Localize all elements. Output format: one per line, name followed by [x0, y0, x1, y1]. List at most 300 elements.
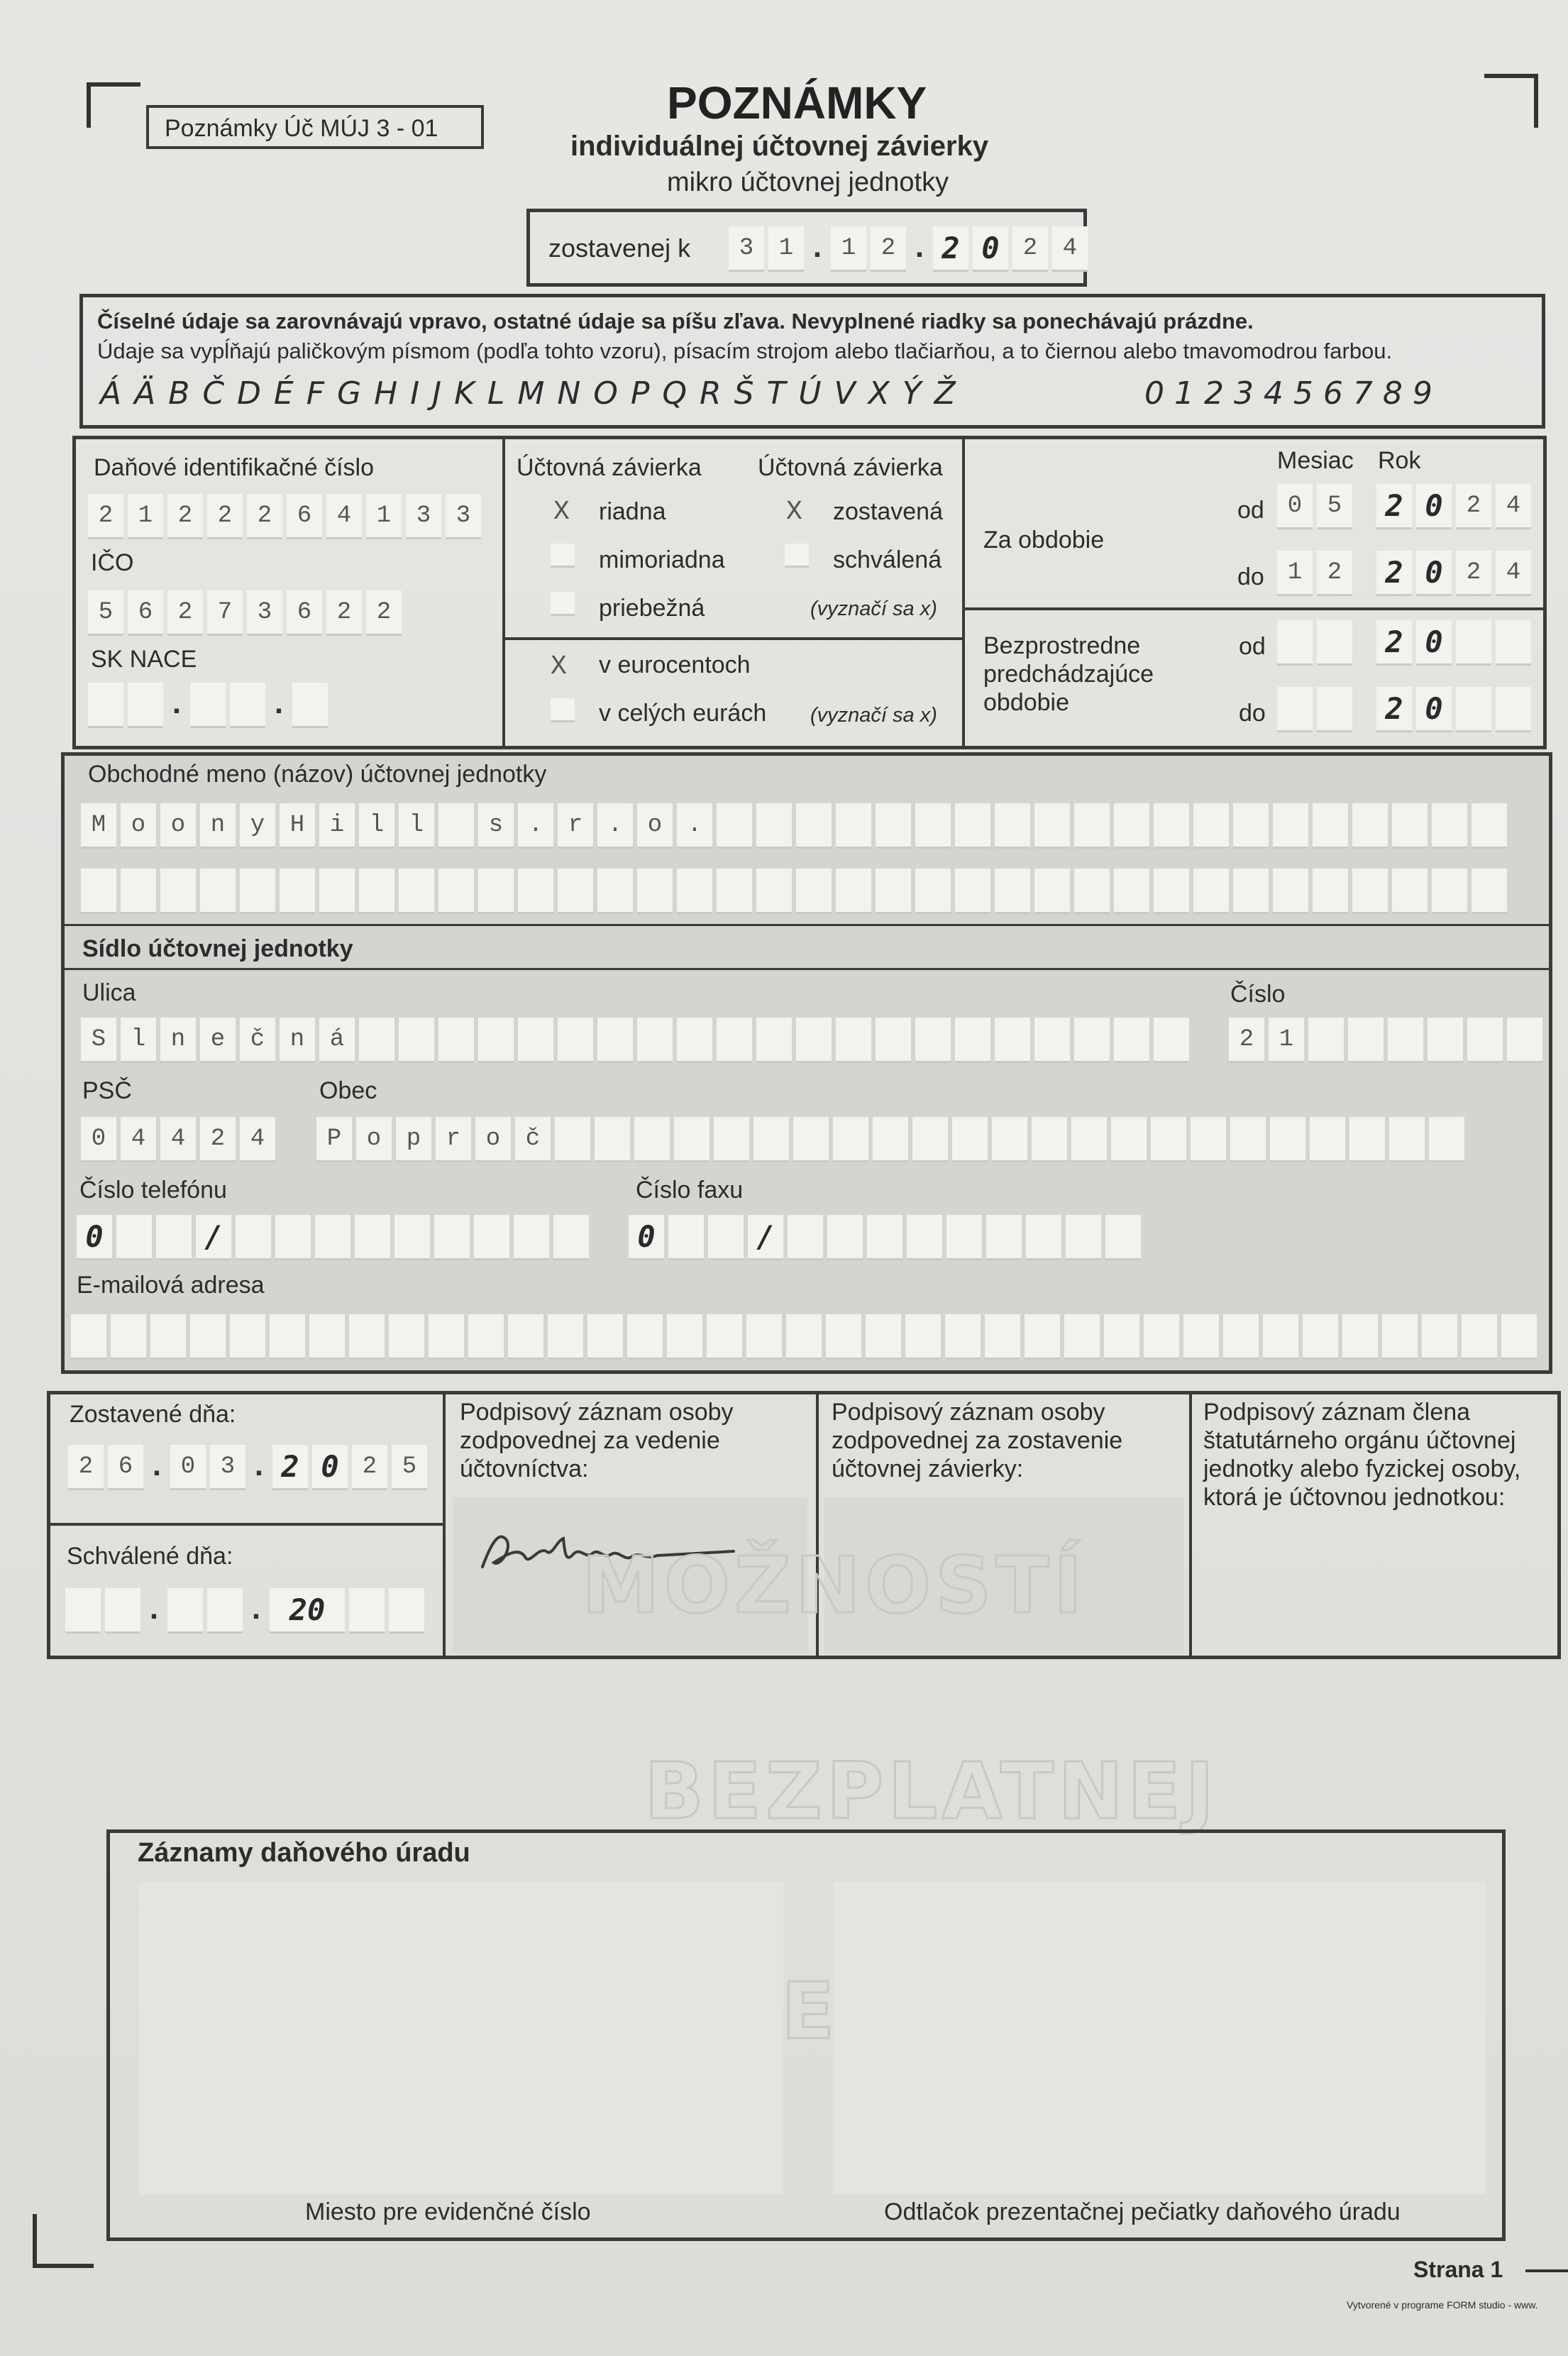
- street-char[interactable]: [836, 1018, 871, 1063]
- compiled-on-month[interactable]: 3: [210, 1445, 245, 1490]
- psc-char[interactable]: 2: [200, 1117, 236, 1162]
- phone-prefix[interactable]: 0: [77, 1215, 112, 1260]
- city-char[interactable]: r: [436, 1117, 471, 1162]
- company-name-char[interactable]: [836, 869, 871, 914]
- company-name-char[interactable]: [1313, 803, 1348, 849]
- company-name-char[interactable]: [1392, 869, 1428, 914]
- city-char[interactable]: [1071, 1117, 1107, 1162]
- company-name-char[interactable]: .: [677, 803, 712, 849]
- city-char[interactable]: [714, 1117, 749, 1162]
- psc-label: PSČ: [82, 1077, 132, 1104]
- compiled-year-1[interactable]: 2: [933, 226, 968, 272]
- ico-digit[interactable]: 6: [128, 590, 163, 636]
- street-char[interactable]: [756, 1018, 792, 1063]
- number-char[interactable]: [1308, 1018, 1344, 1063]
- street-char[interactable]: n: [280, 1018, 315, 1063]
- email-char[interactable]: [1342, 1314, 1378, 1360]
- street-char[interactable]: [359, 1018, 394, 1063]
- prev-to-year[interactable]: [1456, 687, 1491, 732]
- approved-year-prefix[interactable]: 20: [270, 1588, 345, 1634]
- compiled-on-year[interactable]: 5: [392, 1445, 427, 1490]
- street-char[interactable]: n: [160, 1018, 196, 1063]
- fax-digit[interactable]: [946, 1215, 982, 1260]
- company-name-char[interactable]: [876, 803, 911, 849]
- number-char[interactable]: [1348, 1018, 1384, 1063]
- compiled-month-2[interactable]: 2: [871, 226, 906, 272]
- street-char[interactable]: [717, 1018, 752, 1063]
- email-char[interactable]: [71, 1314, 106, 1360]
- company-name-char[interactable]: [280, 869, 315, 914]
- email-char[interactable]: [707, 1314, 742, 1360]
- company-name-char[interactable]: y: [240, 803, 275, 849]
- company-name-char[interactable]: [796, 869, 832, 914]
- city-char[interactable]: P: [316, 1117, 352, 1162]
- city-char[interactable]: [833, 1117, 868, 1162]
- nace-digit[interactable]: [190, 683, 226, 728]
- street-char[interactable]: e: [200, 1018, 236, 1063]
- divider-vertical: [962, 436, 965, 749]
- dic-digit[interactable]: 6: [287, 494, 322, 539]
- phone-digit[interactable]: [434, 1215, 470, 1260]
- company-name-char[interactable]: r: [558, 803, 593, 849]
- company-name-char[interactable]: [1392, 803, 1428, 849]
- email-char[interactable]: [1501, 1314, 1537, 1360]
- psc-char[interactable]: 4: [121, 1117, 156, 1162]
- company-name-char[interactable]: [1114, 869, 1149, 914]
- email-char[interactable]: [826, 1314, 861, 1360]
- city-char[interactable]: o: [356, 1117, 392, 1162]
- nace-digit[interactable]: [292, 683, 328, 728]
- email-char[interactable]: [270, 1314, 305, 1360]
- street-char[interactable]: [637, 1018, 673, 1063]
- company-name-char[interactable]: .: [597, 803, 633, 849]
- email-char[interactable]: [508, 1314, 543, 1360]
- checkbox-priebezna[interactable]: [551, 592, 575, 616]
- dic-digit[interactable]: 3: [446, 494, 481, 539]
- stamp-area[interactable]: [833, 1882, 1486, 2194]
- compiled-year-3[interactable]: 2: [1012, 226, 1048, 272]
- company-name-char[interactable]: [1472, 869, 1507, 914]
- company-name-char[interactable]: [399, 869, 434, 914]
- city-char[interactable]: p: [396, 1117, 431, 1162]
- from-year[interactable]: 2: [1376, 484, 1412, 529]
- dic-digit[interactable]: 2: [167, 494, 203, 539]
- compiled-day-1[interactable]: 3: [729, 226, 764, 272]
- currency-note: (vyznačí sa x): [810, 704, 937, 727]
- email-char[interactable]: [746, 1314, 782, 1360]
- city-char[interactable]: [992, 1117, 1027, 1162]
- to-year[interactable]: 0: [1416, 551, 1452, 596]
- compiled-on-day[interactable]: 6: [108, 1445, 143, 1490]
- email-char[interactable]: [190, 1314, 226, 1360]
- company-name-char[interactable]: [319, 869, 355, 914]
- email-char[interactable]: [667, 1314, 702, 1360]
- number-char[interactable]: 2: [1229, 1018, 1264, 1063]
- company-name-char[interactable]: [1233, 803, 1269, 849]
- city-char[interactable]: [1270, 1117, 1305, 1162]
- street-char[interactable]: [677, 1018, 712, 1063]
- company-name-char[interactable]: l: [399, 803, 434, 849]
- company-name-char[interactable]: s: [478, 803, 514, 849]
- ico-digit[interactable]: 2: [167, 590, 203, 636]
- email-char[interactable]: [866, 1314, 901, 1360]
- phone-digit[interactable]: [514, 1215, 549, 1260]
- city-char[interactable]: [555, 1117, 590, 1162]
- prev-to-year[interactable]: 0: [1416, 687, 1452, 732]
- approved-day[interactable]: [65, 1588, 101, 1634]
- company-name-char[interactable]: [1154, 803, 1189, 849]
- from-year[interactable]: 0: [1416, 484, 1452, 529]
- to-year[interactable]: 2: [1456, 551, 1491, 596]
- street-char[interactable]: č: [240, 1018, 275, 1063]
- prev-from-year[interactable]: 2: [1376, 620, 1412, 666]
- email-char[interactable]: [945, 1314, 981, 1360]
- city-char[interactable]: [1429, 1117, 1464, 1162]
- dic-digit[interactable]: 3: [406, 494, 441, 539]
- street-char[interactable]: S: [81, 1018, 116, 1063]
- company-name-char[interactable]: [1193, 869, 1229, 914]
- prev-to-month[interactable]: [1277, 687, 1313, 732]
- company-name-char[interactable]: [876, 869, 911, 914]
- phone-digit[interactable]: [275, 1215, 311, 1260]
- to-year[interactable]: 2: [1376, 551, 1412, 596]
- compiled-year-4[interactable]: 4: [1052, 226, 1088, 272]
- company-name-char[interactable]: M: [81, 803, 116, 849]
- company-name-char[interactable]: [1352, 803, 1388, 849]
- prev-from-year[interactable]: [1496, 620, 1531, 666]
- ico-cells: [88, 590, 406, 636]
- phone-digit[interactable]: [394, 1215, 430, 1260]
- fax-digit[interactable]: [708, 1215, 744, 1260]
- number-char[interactable]: [1428, 1018, 1463, 1063]
- company-name-char[interactable]: [160, 869, 196, 914]
- compiled-month-1[interactable]: 1: [831, 226, 866, 272]
- email-char[interactable]: [548, 1314, 583, 1360]
- dic-digit[interactable]: 2: [207, 494, 243, 539]
- prev-to-year[interactable]: 2: [1376, 687, 1412, 732]
- checkbox-whole-euros[interactable]: [551, 698, 575, 722]
- company-name-char[interactable]: o: [160, 803, 196, 849]
- city-char[interactable]: [1111, 1117, 1147, 1162]
- checkbox-schvalena[interactable]: [785, 544, 809, 568]
- company-name-char[interactable]: [756, 869, 792, 914]
- company-name-char[interactable]: [478, 869, 514, 914]
- company-name-char[interactable]: [438, 869, 474, 914]
- company-name-char[interactable]: [200, 869, 236, 914]
- psc-char[interactable]: 4: [240, 1117, 275, 1162]
- city-char[interactable]: o: [475, 1117, 511, 1162]
- city-char[interactable]: [1310, 1117, 1345, 1162]
- approved-day[interactable]: [105, 1588, 140, 1634]
- city-char[interactable]: č: [515, 1117, 551, 1162]
- company-name-char[interactable]: [1074, 803, 1110, 849]
- city-char[interactable]: [674, 1117, 710, 1162]
- approved-month[interactable]: [207, 1588, 243, 1634]
- ico-digit[interactable]: 5: [88, 590, 123, 636]
- prev-from-month[interactable]: [1317, 620, 1352, 666]
- email-char[interactable]: [1223, 1314, 1259, 1360]
- company-name-char[interactable]: [1313, 869, 1348, 914]
- company-name-char[interactable]: [1154, 869, 1189, 914]
- nace-digit[interactable]: [128, 683, 163, 728]
- fax-digit[interactable]: [827, 1215, 863, 1260]
- company-name-char[interactable]: o: [121, 803, 156, 849]
- street-label: Ulica: [82, 979, 136, 1006]
- company-name-char[interactable]: [1273, 869, 1308, 914]
- dic-digit[interactable]: 4: [326, 494, 362, 539]
- company-name-char[interactable]: [717, 803, 752, 849]
- city-char[interactable]: [753, 1117, 789, 1162]
- street-char[interactable]: á: [319, 1018, 355, 1063]
- email-char[interactable]: [309, 1314, 345, 1360]
- fax-digit[interactable]: [788, 1215, 823, 1260]
- company-name-char[interactable]: [597, 869, 633, 914]
- company-name-char[interactable]: o: [637, 803, 673, 849]
- fax-digit[interactable]: [1066, 1215, 1101, 1260]
- phone-digit[interactable]: [474, 1215, 509, 1260]
- email-char[interactable]: [230, 1314, 265, 1360]
- company-name-char[interactable]: [1193, 803, 1229, 849]
- divider-horizontal: [64, 968, 1550, 970]
- company-name-char[interactable]: [1432, 803, 1467, 849]
- ico-digit[interactable]: 6: [287, 590, 322, 636]
- street-char[interactable]: [399, 1018, 434, 1063]
- checkbox-eurocents[interactable]: X: [551, 651, 567, 682]
- company-name-row-1: [81, 803, 1511, 849]
- company-name-char[interactable]: [121, 869, 156, 914]
- nace-digit[interactable]: [88, 683, 123, 728]
- email-char[interactable]: [468, 1314, 504, 1360]
- city-char[interactable]: [912, 1117, 948, 1162]
- company-name-char[interactable]: [1114, 803, 1149, 849]
- email-char[interactable]: [587, 1314, 623, 1360]
- email-char[interactable]: [627, 1314, 663, 1360]
- fax-digit[interactable]: [867, 1215, 902, 1260]
- company-name-char[interactable]: n: [200, 803, 236, 849]
- company-name-char[interactable]: [995, 869, 1030, 914]
- from-year[interactable]: 2: [1456, 484, 1491, 529]
- number-char[interactable]: [1507, 1018, 1542, 1063]
- compiled-day-2[interactable]: 1: [768, 226, 804, 272]
- to-month[interactable]: 1: [1277, 551, 1313, 596]
- street-char[interactable]: [995, 1018, 1030, 1063]
- number-char[interactable]: [1467, 1018, 1503, 1063]
- prev-to-year[interactable]: [1496, 687, 1531, 732]
- period-to-cells: [1277, 551, 1535, 596]
- street-char[interactable]: [1074, 1018, 1110, 1063]
- nace-digit[interactable]: [230, 683, 265, 728]
- email-char[interactable]: [389, 1314, 424, 1360]
- email-char[interactable]: [1144, 1314, 1179, 1360]
- compiled-on-year[interactable]: 2: [272, 1445, 308, 1490]
- number-label: Číslo: [1230, 981, 1286, 1008]
- number-char[interactable]: 1: [1269, 1018, 1304, 1063]
- email-char[interactable]: [1422, 1314, 1457, 1360]
- ico-digit[interactable]: 2: [366, 590, 402, 636]
- mark-note: (vyznačí sa x): [810, 598, 937, 620]
- fax-digit[interactable]: [1105, 1215, 1141, 1260]
- psc-char[interactable]: 0: [81, 1117, 116, 1162]
- company-name-char[interactable]: [240, 869, 275, 914]
- company-name-char[interactable]: [796, 803, 832, 849]
- street-char[interactable]: [955, 1018, 990, 1063]
- email-char[interactable]: [1303, 1314, 1338, 1360]
- company-name-char[interactable]: .: [518, 803, 553, 849]
- city-char[interactable]: [1151, 1117, 1186, 1162]
- company-name-char[interactable]: [1352, 869, 1388, 914]
- email-char[interactable]: [111, 1314, 146, 1360]
- street-char[interactable]: l: [121, 1018, 156, 1063]
- email-char[interactable]: [1104, 1314, 1139, 1360]
- company-name-char[interactable]: [1034, 869, 1070, 914]
- prev-to-month[interactable]: [1317, 687, 1352, 732]
- company-name-char[interactable]: [1472, 803, 1507, 849]
- company-name-char[interactable]: [1034, 803, 1070, 849]
- prev-from-year[interactable]: [1456, 620, 1491, 666]
- compiled-on-year[interactable]: 0: [312, 1445, 348, 1490]
- date-separator: .: [147, 1450, 167, 1485]
- city-char[interactable]: [793, 1117, 829, 1162]
- company-name-char[interactable]: [995, 803, 1030, 849]
- company-name-char[interactable]: [637, 869, 673, 914]
- instructions-line-2: Údaje sa vypĺňajú paličkovým písmom (podľa tohto vzoru), písacím strojom alebo tlačiarňou, a to čiernou alebo tmavomodrou farbou.: [97, 338, 1393, 363]
- email-char[interactable]: [905, 1314, 941, 1360]
- divider-vertical: [1189, 1391, 1192, 1659]
- city-char[interactable]: [634, 1117, 670, 1162]
- email-char[interactable]: [1462, 1314, 1497, 1360]
- email-char[interactable]: [1263, 1314, 1298, 1360]
- email-char[interactable]: [985, 1314, 1020, 1360]
- checkbox-riadna[interactable]: X: [553, 497, 570, 527]
- prev-from-month[interactable]: [1277, 620, 1313, 666]
- fax-digit[interactable]: [1026, 1215, 1061, 1260]
- phone-digit[interactable]: [116, 1215, 152, 1260]
- email-char[interactable]: [1025, 1314, 1060, 1360]
- company-name-char[interactable]: [359, 869, 394, 914]
- checkbox-mimoriadna[interactable]: [551, 544, 575, 568]
- company-name-char[interactable]: H: [280, 803, 315, 849]
- company-name-char[interactable]: l: [359, 803, 394, 849]
- street-char[interactable]: [796, 1018, 832, 1063]
- approved-year[interactable]: [349, 1588, 385, 1634]
- city-char[interactable]: [1230, 1117, 1266, 1162]
- street-char[interactable]: [1154, 1018, 1189, 1063]
- fax-digit[interactable]: [986, 1215, 1022, 1260]
- city-char[interactable]: [952, 1117, 988, 1162]
- fax-prefix[interactable]: 0: [629, 1215, 664, 1260]
- email-char[interactable]: [1382, 1314, 1418, 1360]
- company-name-char[interactable]: [558, 869, 593, 914]
- city-char[interactable]: [595, 1117, 630, 1162]
- to-year[interactable]: 4: [1496, 551, 1531, 596]
- email-char[interactable]: [1183, 1314, 1219, 1360]
- psc-char[interactable]: 4: [160, 1117, 196, 1162]
- checkbox-zostavena[interactable]: X: [786, 497, 802, 527]
- email-cells: [71, 1314, 1541, 1360]
- company-name-char[interactable]: [1074, 869, 1110, 914]
- number-char[interactable]: [1388, 1018, 1423, 1063]
- crop-mark-top-right: [1484, 74, 1538, 128]
- company-name-char[interactable]: [955, 869, 990, 914]
- signature-compiler-label: Podpisový záznam osoby zodpovednej za zostavenie účtovnej závierky:: [832, 1399, 1123, 1482]
- email-char[interactable]: [150, 1314, 186, 1360]
- compiled-year-2[interactable]: 0: [973, 226, 1008, 272]
- company-name-char[interactable]: [81, 869, 116, 914]
- company-name-char[interactable]: [438, 803, 474, 849]
- company-name-char[interactable]: [836, 803, 871, 849]
- street-char[interactable]: [1034, 1018, 1070, 1063]
- fax-digit[interactable]: [907, 1215, 942, 1260]
- compiled-on-day[interactable]: 2: [68, 1445, 104, 1490]
- compiled-on-year[interactable]: 2: [352, 1445, 387, 1490]
- city-char[interactable]: [1389, 1117, 1425, 1162]
- ico-digit[interactable]: 3: [247, 590, 282, 636]
- email-char[interactable]: [429, 1314, 464, 1360]
- city-char[interactable]: [873, 1117, 908, 1162]
- dic-digit[interactable]: 2: [88, 494, 123, 539]
- company-name-char[interactable]: [1233, 869, 1269, 914]
- approved-month[interactable]: [167, 1588, 203, 1634]
- compiled-on-month[interactable]: 0: [170, 1445, 206, 1490]
- company-name-char[interactable]: i: [319, 803, 355, 849]
- company-name-char[interactable]: [518, 869, 553, 914]
- from-month[interactable]: 0: [1277, 484, 1313, 529]
- street-char[interactable]: [478, 1018, 514, 1063]
- dic-digit[interactable]: 1: [366, 494, 402, 539]
- company-name-char[interactable]: [677, 869, 712, 914]
- ico-digit[interactable]: 7: [207, 590, 243, 636]
- email-char[interactable]: [1064, 1314, 1100, 1360]
- city-char[interactable]: [1349, 1117, 1385, 1162]
- phone-digit[interactable]: [156, 1215, 192, 1260]
- ico-digit[interactable]: 2: [326, 590, 362, 636]
- phone-digit[interactable]: [355, 1215, 390, 1260]
- phone-digit[interactable]: [236, 1215, 271, 1260]
- email-char[interactable]: [349, 1314, 385, 1360]
- registration-number-area[interactable]: [139, 1882, 783, 2194]
- street-char[interactable]: [438, 1018, 474, 1063]
- dic-digit[interactable]: 2: [247, 494, 282, 539]
- from-month[interactable]: 5: [1317, 484, 1352, 529]
- company-name-char[interactable]: [915, 869, 951, 914]
- street-char[interactable]: [1114, 1018, 1149, 1063]
- company-name-char[interactable]: [1432, 869, 1467, 914]
- dic-digit[interactable]: 1: [128, 494, 163, 539]
- to-month[interactable]: 2: [1317, 551, 1352, 596]
- phone-digit[interactable]: [315, 1215, 350, 1260]
- approved-year[interactable]: [389, 1588, 424, 1634]
- fax-digit[interactable]: [668, 1215, 704, 1260]
- company-name-char[interactable]: [1273, 803, 1308, 849]
- street-char[interactable]: [558, 1018, 593, 1063]
- dic-cells: [88, 494, 485, 539]
- street-char[interactable]: [876, 1018, 911, 1063]
- phone-digit[interactable]: [553, 1215, 589, 1260]
- company-name-char[interactable]: [717, 869, 752, 914]
- prev-from-year[interactable]: 0: [1416, 620, 1452, 666]
- street-char[interactable]: [597, 1018, 633, 1063]
- street-char[interactable]: [915, 1018, 951, 1063]
- street-char[interactable]: [518, 1018, 553, 1063]
- email-char[interactable]: [786, 1314, 822, 1360]
- form-code-box: [146, 105, 484, 149]
- company-name-char[interactable]: [955, 803, 990, 849]
- city-char[interactable]: [1191, 1117, 1226, 1162]
- company-name-char[interactable]: [756, 803, 792, 849]
- city-char[interactable]: [1032, 1117, 1067, 1162]
- company-name-char[interactable]: [915, 803, 951, 849]
- from-year[interactable]: 4: [1496, 484, 1531, 529]
